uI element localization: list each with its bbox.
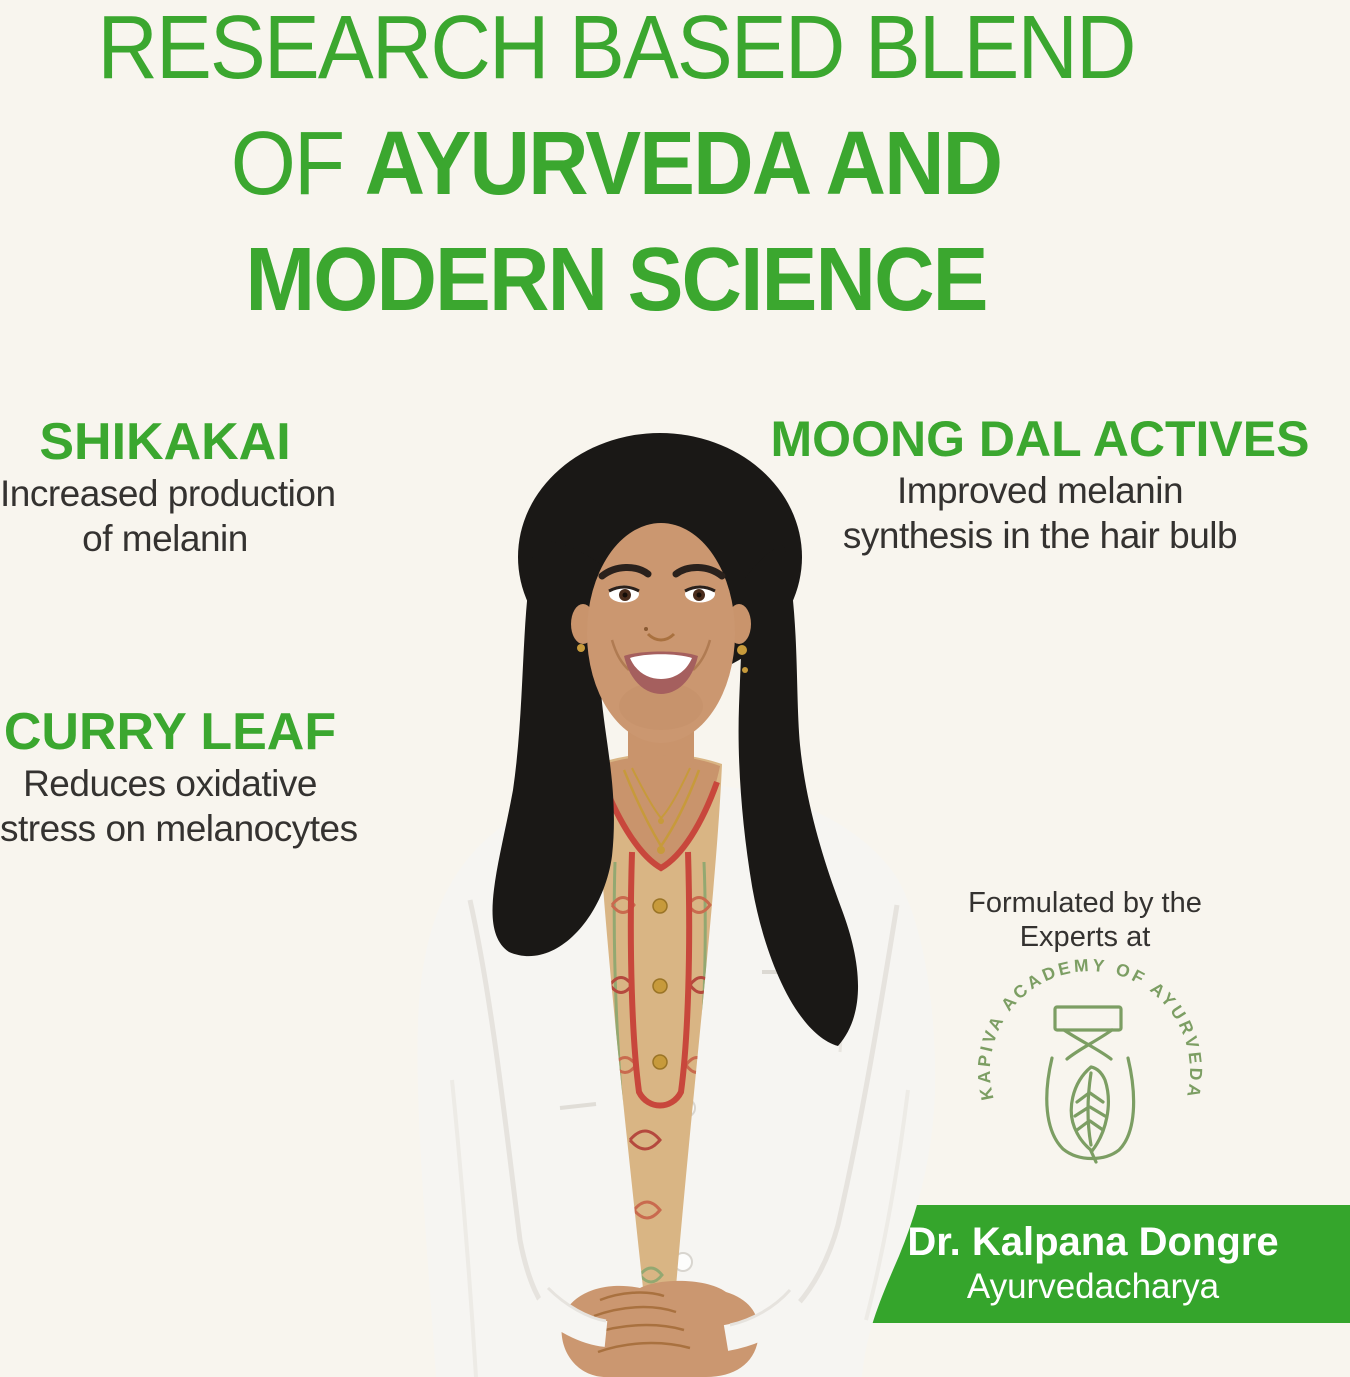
mortar-leaf-emblem-icon [1047, 1007, 1134, 1162]
poster-title [0, 0, 1232, 338]
earring-left [577, 644, 585, 652]
title-line-3: MODERN SCIENCE [245, 230, 987, 330]
formulated-line: Experts at [1019, 921, 1151, 953]
title-line-2-regular: OF [230, 114, 365, 214]
ingredient-name: SHIKAKAI [39, 413, 291, 471]
kapiva-academy-logo [962, 950, 1218, 1192]
ingredient-name: CURRY LEAF [3, 703, 337, 761]
earring-right [737, 645, 747, 655]
title-line-2-bold: AYURVEDA AND [364, 114, 1002, 214]
ingredient-block-shikakai [0, 413, 336, 561]
ingredient-desc-line: Increased production [0, 473, 336, 514]
title-line-1: RESEARCH BASED BLEND [97, 0, 1135, 98]
ingredient-desc-line: Improved melanin [896, 470, 1184, 511]
ingredient-desc-line: Reduces oxidative [23, 763, 317, 804]
ingredient-name: MOONG DAL ACTIVES [770, 411, 1310, 467]
formulated-by-text [955, 886, 1215, 954]
ingredient-desc-line: stress on melanocytes [0, 808, 358, 849]
title-line-2 [43, 106, 1189, 222]
doctor-photo [395, 430, 950, 1377]
doctor-name: Dr. Kalpana Dongre [907, 1220, 1279, 1264]
ingredient-desc-line: synthesis in the hair bulb [842, 515, 1238, 556]
ingredient-block-curry-leaf [0, 703, 358, 851]
doctor-title: Ayurvedacharya [966, 1267, 1220, 1306]
formulated-line: Formulated by the [968, 887, 1202, 919]
ingredient-desc-line: of melanin [82, 518, 248, 559]
logo-arc-text: KAPIVA ACADEMY OF AYURVEDA [973, 954, 1207, 1103]
